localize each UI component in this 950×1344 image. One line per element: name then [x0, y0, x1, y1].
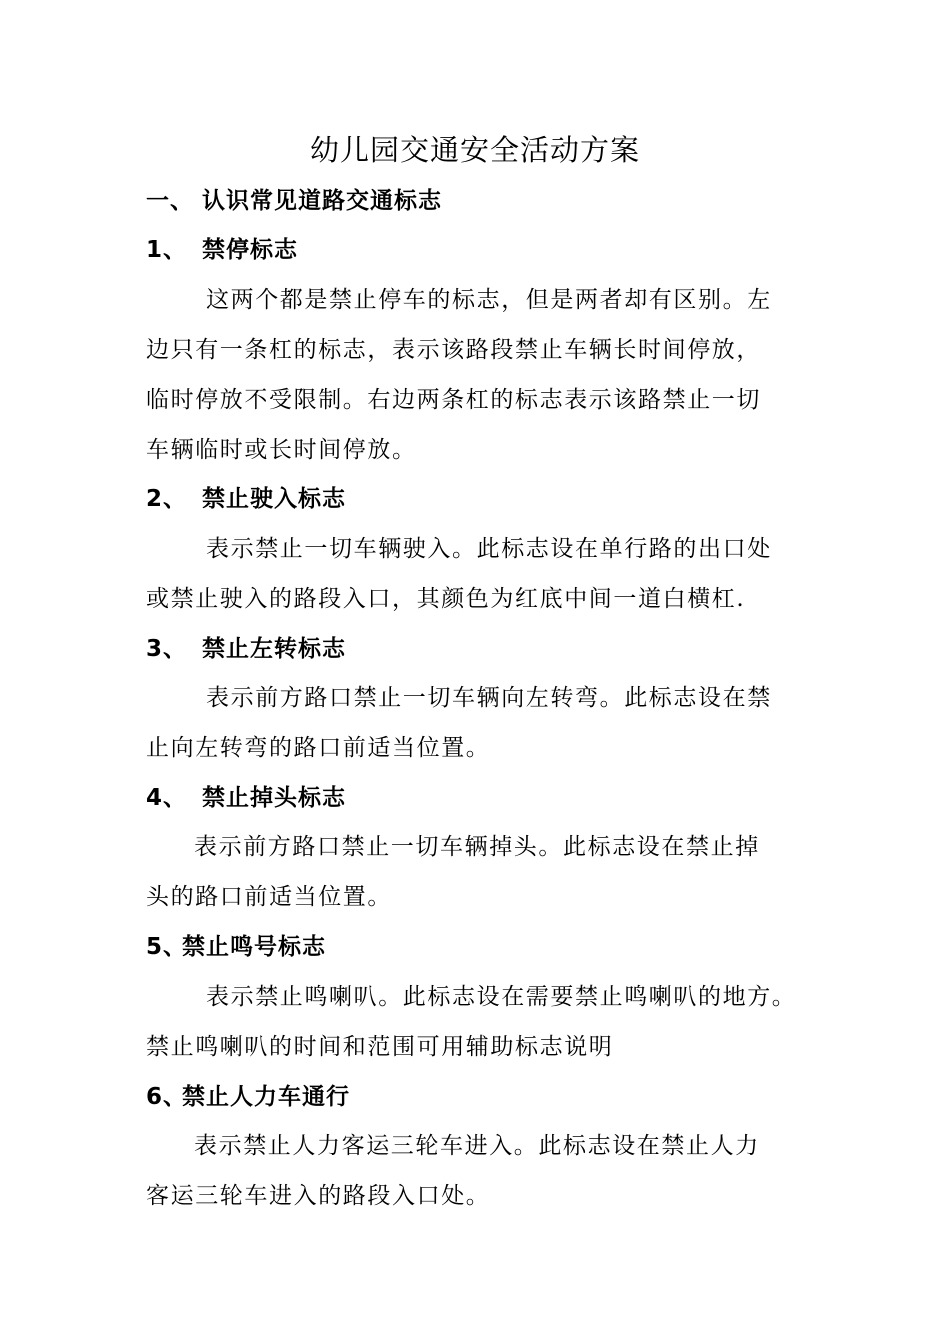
paragraph-line: 客运三轮车进入的路段入口处。: [146, 1183, 491, 1209]
item-number: 5、: [146, 934, 188, 960]
paragraph-line: 临时停放不受限制。右边两条杠的标志表示该路禁止一切: [146, 387, 761, 413]
section-number: 一、: [146, 188, 194, 214]
item-number: 4、: [146, 785, 188, 811]
paragraph-line: 止向左转弯的路口前适当位置。: [146, 735, 491, 761]
item-number: 6、: [146, 1084, 188, 1110]
paragraph-line: 表示前方路口禁止一切车辆向左转弯。此标志设在禁: [206, 685, 772, 711]
paragraph-line: 这两个都是禁止停车的标志，但是两者却有区别。左: [206, 287, 772, 313]
paragraph-line: 表示禁止一切车辆驶入。此标志设在单行路的出口处: [206, 536, 772, 562]
paragraph-line: 禁止鸣喇叭的时间和范围可用辅助标志说明: [146, 1034, 614, 1060]
paragraph-line: 表示前方路口禁止一切车辆掉头。此标志设在禁止掉: [194, 834, 760, 860]
section-heading-1: [146, 184, 442, 218]
paragraph-line: 表示禁止鸣喇叭。此标志设在需要禁止鸣喇叭的地方。: [206, 984, 797, 1010]
item-number: 1、: [146, 237, 188, 263]
item-title: 禁止鸣号标志: [182, 934, 326, 960]
item-paragraph-3: [146, 673, 816, 773]
item-paragraph-4: [146, 822, 816, 922]
item-heading-4: [146, 781, 346, 815]
item-title: 禁止驶入标志: [202, 486, 346, 512]
item-paragraph-2: [146, 524, 816, 624]
item-heading-6: [146, 1080, 350, 1114]
item-title: 禁止人力车通行: [182, 1084, 350, 1110]
item-heading-3: [146, 632, 346, 666]
item-title: 禁止掉头标志: [202, 785, 346, 811]
item-number: 3、: [146, 636, 188, 662]
item-number: 2、: [146, 486, 188, 512]
item-heading-1: [146, 233, 298, 267]
item-paragraph-1: [146, 275, 816, 475]
item-heading-2: [146, 482, 346, 516]
paragraph-line: 头的路口前适当位置。: [146, 884, 392, 910]
section-title: 认识常见道路交通标志: [202, 188, 442, 214]
paragraph-line: 表示禁止人力客运三轮车进入。此标志设在禁止人力: [194, 1133, 760, 1159]
paragraph-line: 车辆临时或长时间停放。: [146, 437, 417, 463]
item-paragraph-6: [146, 1121, 816, 1221]
item-paragraph-5: [146, 972, 816, 1072]
paragraph-line: 或禁止驶入的路段入口，其颜色为红底中间一道白横杠.: [146, 586, 746, 612]
document-title: 幼儿园交通安全活动方案: [309, 133, 640, 167]
item-title: 禁止左转标志: [202, 636, 346, 662]
item-title: 禁停标志: [202, 237, 298, 263]
paragraph-line: 边只有一条杠的标志，表示该路段禁止车辆长时间停放，: [146, 337, 761, 363]
item-heading-5: [146, 930, 326, 964]
